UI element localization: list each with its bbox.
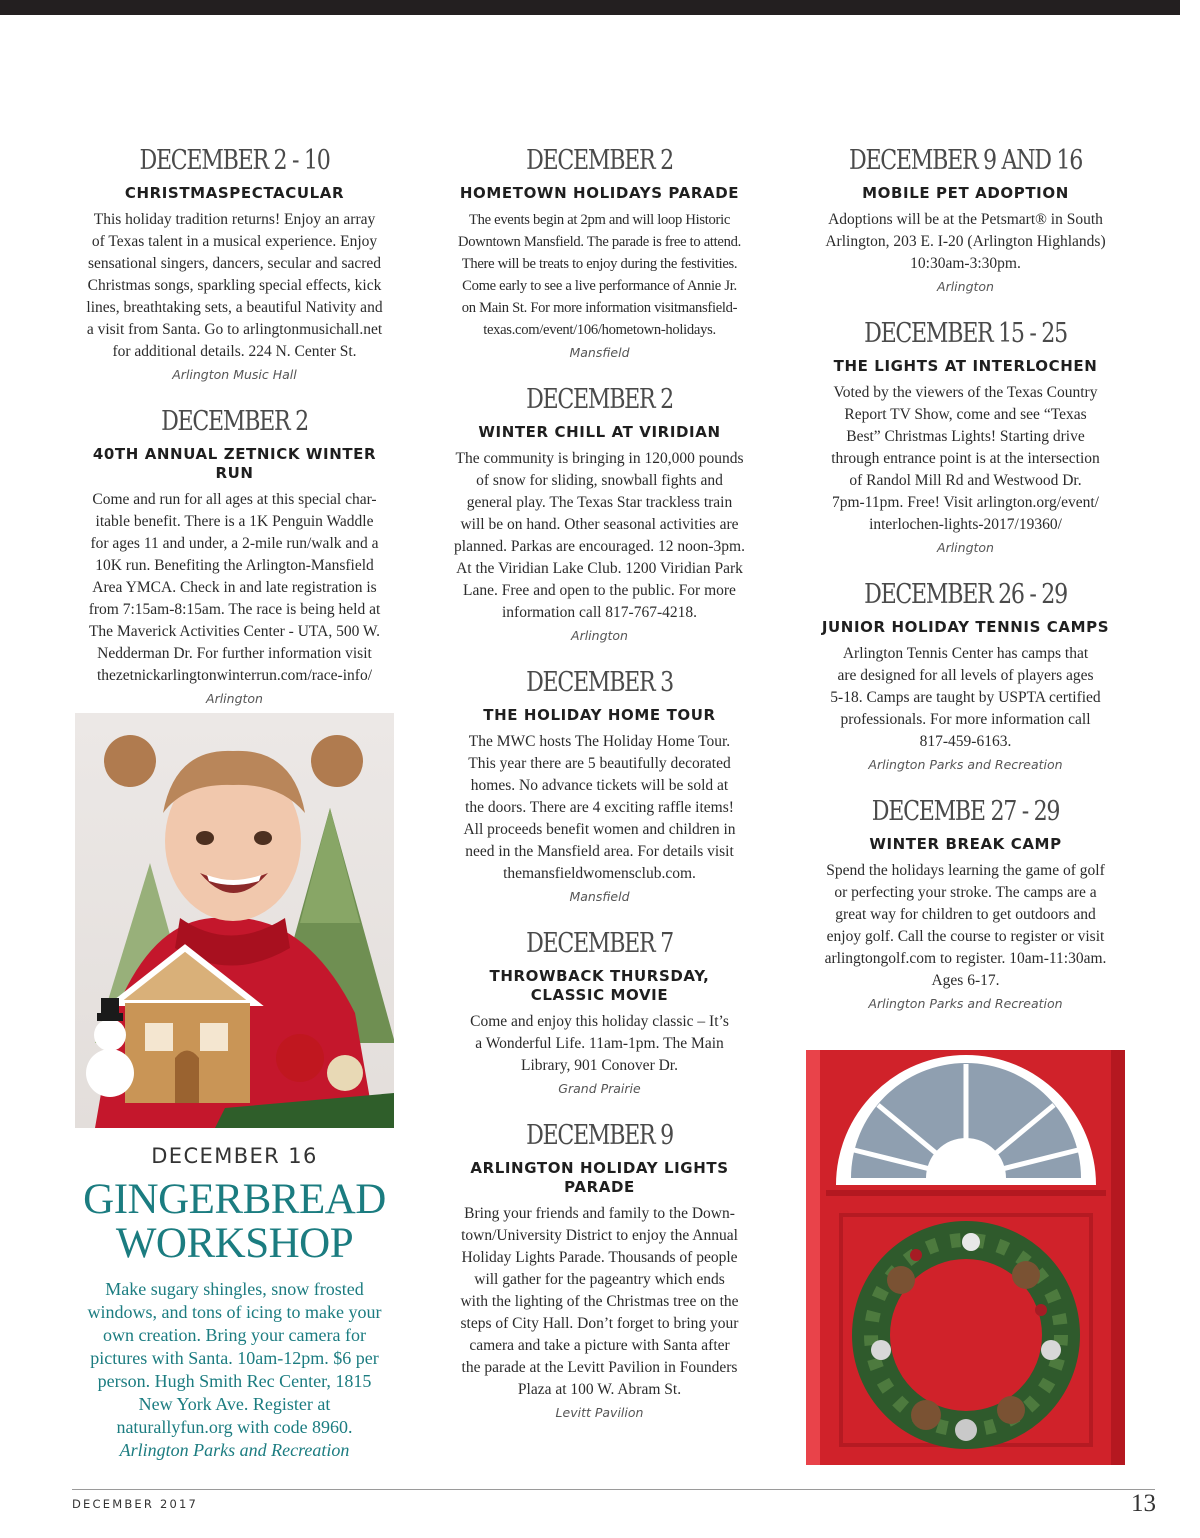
- desc-line: for ages 11 and under, a 2-mile run/walk and a: [90, 535, 379, 552]
- event-description: [437, 448, 762, 624]
- desc-line: of snow for sliding, snowball fights and: [476, 472, 723, 489]
- desc-line: professionals. For more information call: [840, 711, 1091, 728]
- event-winter-break-camp: [803, 791, 1128, 1014]
- desc-line: are designed for all levels of players ages: [837, 667, 1094, 684]
- feature-description: [72, 1278, 397, 1439]
- desc-line: 5-18. Camps are taught by USPTA certified: [830, 689, 1101, 706]
- desc-line: information call 817-767-4218.: [502, 604, 697, 621]
- desc-line: themansfieldwomensclub.com.: [503, 865, 696, 882]
- desc-line: Area YMCA. Check in and late registration is: [92, 579, 377, 596]
- desc-line: sensational singers, dancers, secular and sacred: [87, 255, 382, 272]
- event-title: JUNIOR HOLIDAY TENNIS CAMPS: [821, 618, 1110, 636]
- event-date: DECEMBER 26 - 29: [864, 579, 1067, 610]
- event-holiday-home-tour: [437, 662, 762, 907]
- feature-title-line: WORKSHOP: [115, 1220, 354, 1267]
- event-location: Arlington: [206, 691, 263, 706]
- desc-line: need in the Mansfield area. For details visit: [465, 843, 734, 860]
- feature-title-line: GINGERBREAD: [83, 1176, 386, 1223]
- event-location: Levitt Pavilion: [555, 1405, 644, 1420]
- feature-location: Arlington Parks and Recreation: [119, 1440, 350, 1460]
- event-location: Mansfield: [569, 889, 630, 904]
- event-location: Arlington Music Hall: [172, 367, 297, 382]
- desc-line: The community is bringing in 120,000 pounds: [455, 450, 744, 467]
- event-throwback-thursday: [437, 923, 762, 1099]
- desc-line: 10K run. Benefiting the Arlington-Mansfield: [95, 557, 374, 574]
- desc-line: Holiday Lights Parade. Thousands of people: [461, 1249, 738, 1266]
- event-location: Mansfield: [569, 345, 630, 360]
- desc-line: the doors. There are 4 exciting raffle items!: [465, 799, 734, 816]
- event-description: [437, 1203, 762, 1401]
- event-date: DECEMBER 7: [526, 928, 673, 959]
- red-door-wreath-photo: [806, 1050, 1125, 1465]
- desc-line: Ages 6-17.: [931, 972, 1000, 989]
- event-zetnick-winter-run: [72, 401, 397, 709]
- desc-line: The MWC hosts The Holiday Home Tour.: [468, 733, 731, 750]
- desc-line: general play. The Texas Star trackless train: [466, 494, 733, 511]
- event-description: [803, 643, 1128, 753]
- feature-date: DECEMBER 16: [151, 1144, 318, 1168]
- event-winter-chill-viridian: [437, 379, 762, 646]
- page-number: 13: [1131, 1490, 1156, 1517]
- desc-line: Christmas songs, sparkling special effects, kick: [87, 277, 382, 294]
- desc-line: thezetnickarlingtonwinterrun.com/race-info/: [96, 667, 372, 684]
- event-mobile-pet-adoption: [803, 140, 1128, 297]
- desc-line: The Maverick Activities Center - UTA, 500 W.: [88, 623, 381, 640]
- desc-line: steps of City Hall. Don’t forget to bring your: [460, 1315, 739, 1332]
- event-description: [803, 209, 1128, 275]
- event-title: MOBILE PET ADOPTION: [862, 184, 1069, 202]
- desc-line: The events begin at 2pm and will loop Historic: [469, 212, 730, 228]
- desc-line: Nedderman Dr. For further information visit: [97, 645, 372, 662]
- desc-line: Arlington Tennis Center has camps that: [842, 645, 1089, 662]
- event-title: THE HOLIDAY HOME TOUR: [483, 706, 716, 724]
- desc-line: Report TV Show, come and see “Texas: [844, 406, 1087, 423]
- event-description: [72, 209, 397, 363]
- desc-line: planned. Parkas are encouraged. 12 noon-3pm.: [454, 538, 745, 555]
- desc-line: camera and take a picture with Santa after: [469, 1337, 730, 1354]
- desc-line: Lane. Free and open to the public. For more: [463, 582, 736, 599]
- event-title: 40TH ANNUAL ZETNICK WINTER RUN: [92, 445, 377, 482]
- feature-title: [72, 1178, 397, 1266]
- desc-line: At the Viridian Lake Club. 1200 Viridian Park: [456, 560, 743, 577]
- event-date: DECEMBER 2: [161, 406, 308, 437]
- event-holiday-lights-parade: [437, 1115, 762, 1423]
- footer-rule: [72, 1489, 1155, 1490]
- desc-line: Arlington, 203 E. I-20 (Arlington Highlands): [825, 233, 1106, 250]
- desc-line: This year there are 5 beautifully decorated: [468, 755, 731, 772]
- event-date: DECEMBER 9 AND 16: [849, 145, 1082, 176]
- event-date: DECEMBER 2: [526, 145, 673, 176]
- desc-line: naturallyfun.org with code 8960.: [116, 1417, 353, 1437]
- event-description: [437, 1011, 762, 1077]
- desc-line: through entrance point is at the intersection: [831, 450, 1100, 467]
- desc-line: of Randol Mill Rd and Westwood Dr.: [849, 472, 1082, 489]
- event-title: ARLINGTON HOLIDAY LIGHTS PARADE: [470, 1159, 729, 1196]
- desc-line: pictures with Santa. 10am-12pm. $6 per: [90, 1348, 379, 1368]
- event-title: THE LIGHTS AT INTERLOCHEN: [833, 357, 1098, 375]
- event-description: [437, 209, 762, 341]
- desc-line: Adoptions will be at the Petsmart® in South: [828, 211, 1103, 228]
- event-location: Arlington Parks and Recreation: [868, 996, 1063, 1011]
- event-lights-at-interlochen: [803, 313, 1128, 558]
- desc-line: 817-459-6163.: [919, 733, 1012, 750]
- desc-line: enjoy golf. Call the course to register or visit: [826, 928, 1105, 945]
- desc-line: Come early to see a live performance of Annie Jr.: [462, 278, 737, 294]
- desc-line: Plaza at 100 W. Abram St.: [517, 1381, 682, 1398]
- girl-gingerbread-photo: [75, 713, 394, 1128]
- footer-issue: DECEMBER 2017: [72, 1497, 199, 1511]
- top-bar: [0, 0, 1180, 15]
- event-description: [437, 731, 762, 885]
- event-title: WINTER CHILL AT VIRIDIAN: [478, 423, 721, 441]
- event-description: [803, 860, 1128, 992]
- column-3: [803, 140, 1128, 1030]
- desc-line: Come and enjoy this holiday classic – It’s: [470, 1013, 729, 1030]
- desc-line: own creation. Bring your camera for: [103, 1325, 366, 1345]
- desc-line: a Wonderful Life. 11am-1pm. The Main: [475, 1035, 724, 1052]
- desc-line: the parade at the Levitt Pavilion in Founders: [461, 1359, 738, 1376]
- desc-line: for additional details. 224 N. Center St.: [112, 343, 357, 360]
- event-location: Arlington Parks and Recreation: [868, 757, 1063, 772]
- desc-line: with the lighting of the Christmas tree on the: [460, 1293, 739, 1310]
- desc-line: lines, breathtaking sets, a beautiful Nativity and: [86, 299, 383, 316]
- desc-line: Best” Christmas Lights! Starting drive: [846, 428, 1085, 445]
- event-hometown-holidays-parade: [437, 140, 762, 363]
- desc-line: New York Ave. Register at: [138, 1394, 331, 1414]
- event-location: Arlington: [571, 628, 628, 643]
- event-description: [72, 489, 397, 687]
- desc-line: All proceeds benefit women and children in: [463, 821, 736, 838]
- event-date: DECEMBER 9: [526, 1120, 673, 1151]
- event-date: DECEMBER 2: [526, 384, 673, 415]
- desc-line: Downtown Mansfield. The parade is free to attend.: [458, 234, 741, 250]
- event-title: CHRISTMASPECTACULAR: [124, 184, 345, 202]
- event-date: DECEMBER 2 - 10: [139, 145, 330, 176]
- event-description: [803, 382, 1128, 536]
- desc-line: This holiday tradition returns! Enjoy an array: [93, 211, 376, 228]
- desc-line: from 7:15am-8:15am. The race is being held at: [88, 601, 381, 618]
- desc-line: Bring your friends and family to the Down-: [464, 1205, 735, 1222]
- desc-line: will be on hand. Other seasonal activities are: [460, 516, 739, 533]
- desc-line: Come and run for all ages at this special char-: [92, 491, 377, 508]
- event-title: HOMETOWN HOLIDAYS PARADE: [459, 184, 740, 202]
- event-christmaspectacular: [72, 140, 397, 385]
- desc-line: great way for children to get outdoors and: [835, 906, 1096, 923]
- desc-line: texas.com/event/106/hometown-holidays.: [483, 322, 716, 338]
- desc-line: will gather for the pageantry which ends: [474, 1271, 725, 1288]
- desc-line: of Texas talent in a musical experience. Enjoy: [91, 233, 378, 250]
- event-date: DECEMBE 27 - 29: [871, 796, 1060, 827]
- desc-line: windows, and tons of icing to make your: [87, 1302, 382, 1322]
- desc-line: itable benefit. There is a 1K Penguin Waddle: [95, 513, 374, 530]
- desc-line: 7pm-11pm. Free! Visit arlington.org/event/: [832, 494, 1099, 511]
- desc-line: Spend the holidays learning the game of golf: [826, 862, 1105, 879]
- desc-line: Voted by the viewers of the Texas Country: [833, 384, 1098, 401]
- gingerbread-feature: [72, 1142, 397, 1461]
- desc-line: person. Hugh Smith Rec Center, 1815: [97, 1371, 372, 1391]
- column-2: [437, 140, 762, 1439]
- desc-line: There will be treats to enjoy during the festivities.: [461, 256, 738, 272]
- desc-line: homes. No advance tickets will be sold at: [470, 777, 729, 794]
- desc-line: arlingtongolf.com to register. 10am-11:30am.: [824, 950, 1107, 967]
- desc-line: Make sugary shingles, snow frosted: [105, 1279, 364, 1299]
- column-1: [72, 140, 397, 725]
- desc-line: 10:30am-3:30pm.: [910, 255, 1021, 272]
- event-date: DECEMBER 15 - 25: [864, 318, 1067, 349]
- desc-line: interlochen-lights-2017/19360/: [869, 516, 1062, 533]
- event-title: THROWBACK THURSDAY, CLASSIC MOVIE: [489, 967, 710, 1004]
- desc-line: town/University District to enjoy the Annual: [461, 1227, 738, 1244]
- desc-line: a visit from Santa. Go to arlingtonmusichall.net: [86, 321, 383, 338]
- desc-line: Library, 901 Conover Dr.: [521, 1057, 678, 1074]
- event-junior-tennis-camps: [803, 574, 1128, 775]
- event-date: DECEMBER 3: [526, 667, 673, 698]
- event-location: Arlington: [937, 279, 994, 294]
- event-location: Grand Prairie: [558, 1081, 641, 1096]
- desc-line: or perfecting your stroke. The camps are a: [834, 884, 1097, 901]
- event-title: WINTER BREAK CAMP: [869, 835, 1062, 853]
- desc-line: on Main St. For more information visitmansfield-: [461, 300, 738, 316]
- event-location: Arlington: [937, 540, 994, 555]
